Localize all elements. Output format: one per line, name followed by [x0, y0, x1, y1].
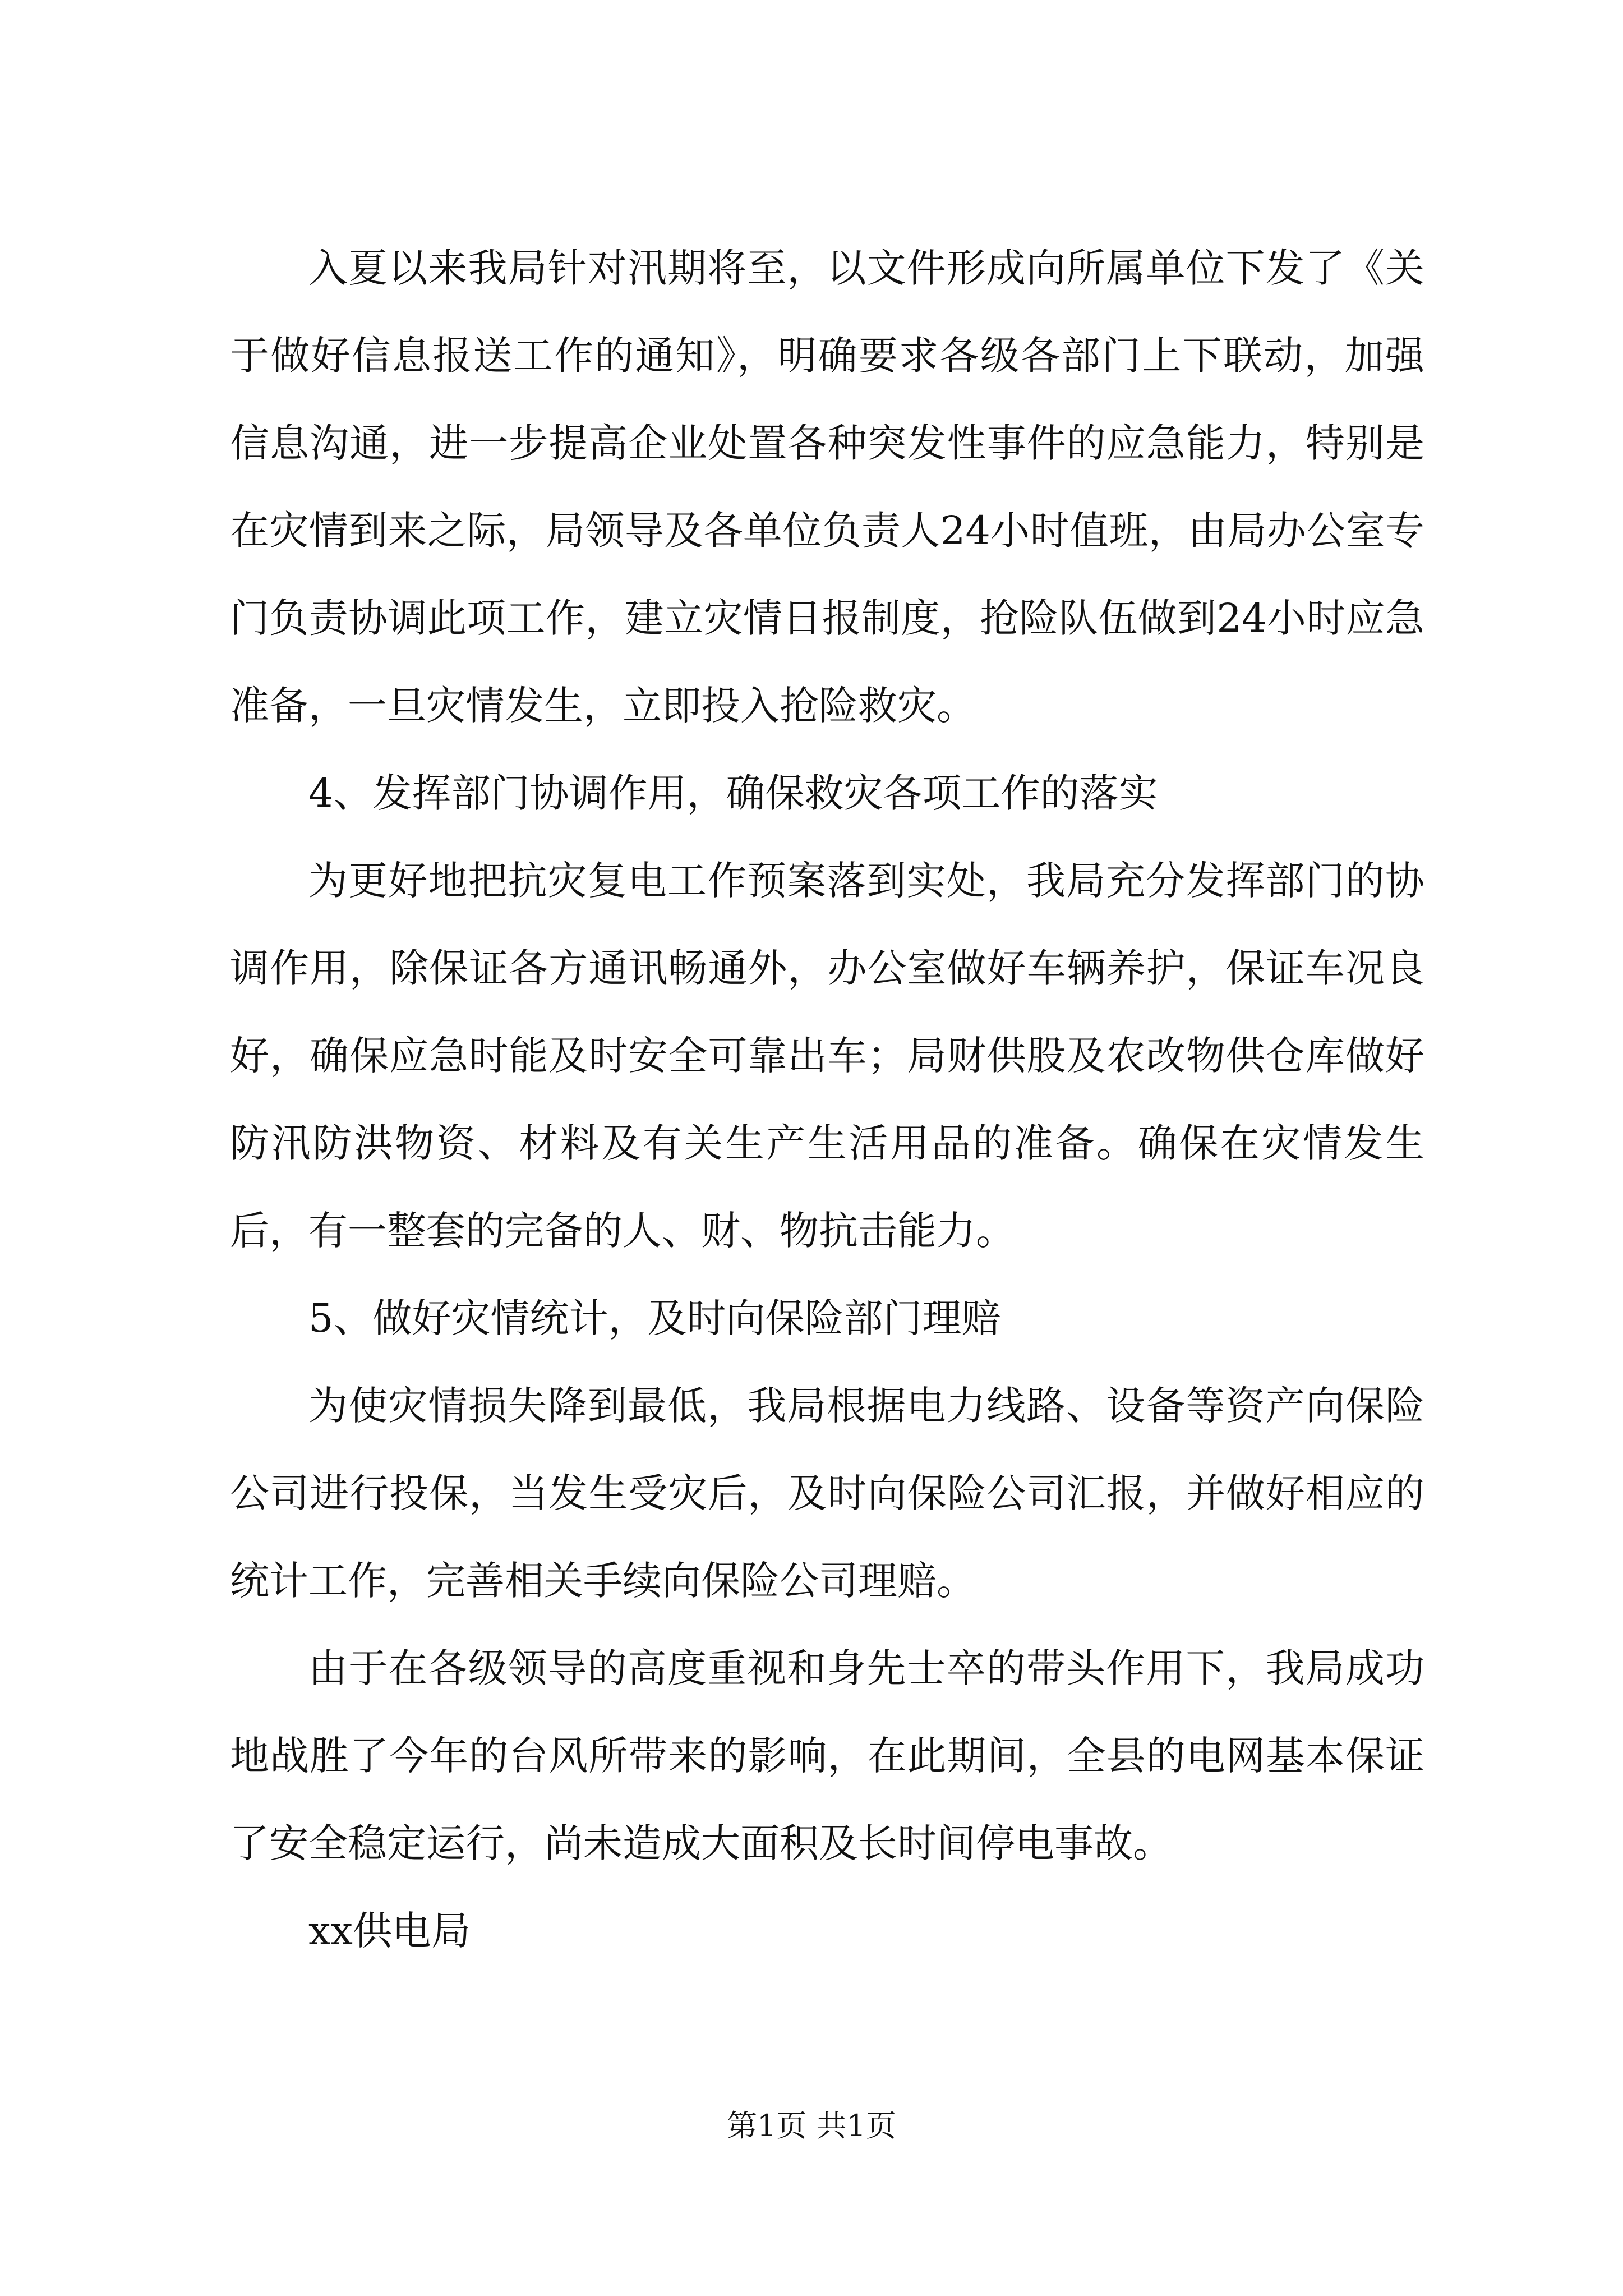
paragraph-department-coordination: 为更好地把抗灾复电工作预案落到实处，我局充分发挥部门的协调作用，除保证各方通讯畅通外，办公室做好车辆养护，保证车况良好，确保应急时能及时安全可靠出车；局财供股及农改物供仓库做好防汛防洪物资、材料及有关生产生活用品的准备。确保在灾情发生后，有一整套的完备的人、财、物抗击能力。	[230, 858, 1424, 1254]
page-number-label: 第1页 共1页	[727, 2108, 896, 2143]
paragraph-conclusion: 由于在各级领导的高度重视和身先士卒的带头作用下，我局成功地战胜了今年的台风所带来的影响，在此期间，全县的电网基本保证了安全稳定运行，尚未造成大面积及长时间停电事故。	[230, 1645, 1424, 1866]
section-heading-5: 5、做好灾情统计，及时向保险部门理赔	[308, 1295, 1001, 1341]
section-heading-4: 4、发挥部门协调作用，确保救灾各项工作的落实	[308, 770, 1158, 816]
document-body	[230, 224, 1424, 1975]
page-footer	[0, 2104, 1623, 2148]
signature-organization: xx供电局	[308, 1908, 471, 1954]
paragraph-info-report: 入夏以来我局针对汛期将至，以文件形成向所属单位下发了《关于做好信息报送工作的通知》，明确要求各级各部门上下联动，加强信息沟通，进一步提高企业处置各种突发性事件的应急能力，特别是在灾情到来之际，局领导及各单位负责人24小时值班，由局办公室专门负责协调此项工作，建立灾情日报制度，抢险队伍做到24小时应急准备，一旦灾情发生，立即投入抢险救灾。	[230, 245, 1424, 729]
paragraph-insurance-claims: 为使灾情损失降到最低，我局根据电力线路、设备等资产向保险公司进行投保，当发生受灾后，及时向保险公司汇报，并做好相应的统计工作，完善相关手续向保险公司理赔。	[230, 1383, 1424, 1604]
